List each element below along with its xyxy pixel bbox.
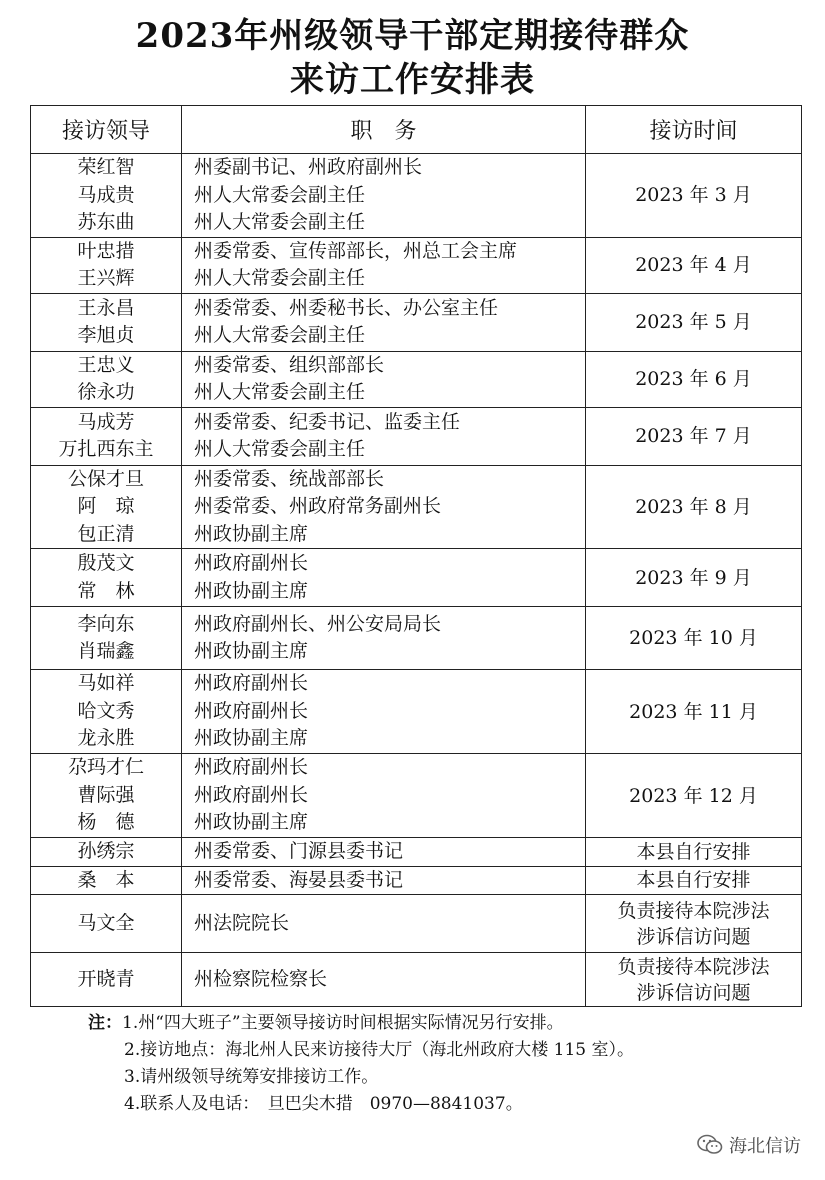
reception-time-cell-line: 2023 年 8 月 bbox=[635, 495, 752, 518]
leader-names-cell-line: 曹际强 bbox=[77, 783, 135, 806]
position-cell-line: 州人大常委会副主任 bbox=[194, 324, 366, 346]
header-leader: 接访领导 bbox=[31, 106, 182, 154]
position-cell bbox=[182, 895, 586, 953]
reception-time-cell-line: 2023 年 12 月 bbox=[629, 784, 758, 807]
note-item: 3.请州级领导统筹安排接访工作。 bbox=[124, 1067, 379, 1087]
leader-names-cell bbox=[31, 838, 182, 867]
reception-time-cell-line: 2023 年 4 月 bbox=[635, 254, 752, 276]
note-item: 1.州“四大班子”主要领导接访时间根据实际情况另行安排。 bbox=[122, 1013, 564, 1033]
leader-names-cell bbox=[31, 953, 182, 1007]
table-row bbox=[31, 351, 802, 407]
table-row bbox=[31, 607, 802, 670]
table-row bbox=[31, 154, 802, 238]
position-cell-line: 州检察院检察长 bbox=[194, 967, 328, 990]
reception-time-cell bbox=[586, 237, 802, 293]
leader-names-cell bbox=[31, 293, 182, 351]
position-cell bbox=[182, 670, 586, 754]
position-cell-line: 州法院院长 bbox=[194, 911, 290, 934]
reception-time-cell bbox=[586, 154, 802, 238]
table-row bbox=[31, 895, 802, 953]
document-title-line2: 来访工作安排表 bbox=[290, 60, 535, 100]
position-cell bbox=[182, 465, 586, 549]
wechat-icon bbox=[697, 1134, 723, 1156]
leader-names-cell-line: 马成芳 bbox=[77, 410, 135, 433]
leader-names-cell bbox=[31, 670, 182, 754]
leader-names-cell-line: 马如祥 bbox=[77, 672, 135, 695]
position-cell-line: 州委常委、州委秘书长、办公室主任 bbox=[194, 296, 499, 319]
leader-names-cell-line: 桑 本 bbox=[77, 868, 135, 891]
table-row bbox=[31, 866, 802, 895]
reception-time-cell bbox=[586, 895, 802, 953]
leader-names-cell bbox=[31, 237, 182, 293]
header-position: 职 务 bbox=[182, 106, 586, 154]
leader-names-cell-line: 荣红智 bbox=[77, 156, 135, 178]
position-cell-line: 州政协副主席 bbox=[194, 640, 309, 662]
position-cell bbox=[182, 866, 586, 895]
position-cell-line: 州人大常委会副主任 bbox=[194, 381, 366, 403]
leader-names-cell-line: 包正清 bbox=[77, 522, 135, 545]
position-cell-line: 州政协副主席 bbox=[194, 727, 309, 750]
table-row bbox=[31, 549, 802, 607]
reception-time-cell bbox=[586, 351, 802, 407]
position-cell-line: 州人大常委会副主任 bbox=[194, 438, 366, 460]
table-row bbox=[31, 293, 802, 351]
reception-time-cell-line: 本县自行安排 bbox=[636, 840, 751, 863]
position-cell-line: 州政府副州长 bbox=[194, 756, 309, 779]
position-cell-line: 州委常委、州政府常务副州长 bbox=[194, 495, 442, 517]
leader-names-cell-line: 杨 德 bbox=[77, 811, 135, 834]
position-cell bbox=[182, 607, 586, 670]
leader-names-cell-line: 李旭贞 bbox=[77, 324, 135, 346]
notes-section bbox=[88, 1010, 634, 1118]
reception-time-cell-line: 2023 年 7 月 bbox=[635, 425, 752, 447]
position-cell-line: 州政府副州长 bbox=[194, 552, 309, 574]
leader-names-cell-line: 马文全 bbox=[77, 911, 135, 934]
position-cell-line: 州委常委、统战部部长 bbox=[194, 467, 385, 490]
position-cell-line: 州委常委、组织部部长 bbox=[194, 353, 385, 376]
leader-names-cell-line: 公保才旦 bbox=[67, 467, 144, 490]
document-title-line1: 2023年州级领导干部定期接待群众 bbox=[135, 16, 690, 56]
position-cell bbox=[182, 838, 586, 867]
position-cell-line: 州政府副州长 bbox=[194, 783, 309, 806]
reception-time-cell bbox=[586, 465, 802, 549]
reception-time-cell-line: 2023 年 6 月 bbox=[635, 368, 752, 390]
reception-time-cell bbox=[586, 407, 802, 465]
leader-names-cell-line: 徐永功 bbox=[77, 381, 135, 403]
position-cell bbox=[182, 754, 586, 838]
leader-names-cell-line: 阿 琼 bbox=[77, 495, 135, 517]
position-cell bbox=[182, 154, 586, 238]
reception-time-cell bbox=[586, 293, 802, 351]
position-cell-line: 州政府副州长、州公安局局长 bbox=[194, 612, 442, 635]
leader-names-cell-line: 孙绣宗 bbox=[77, 840, 135, 862]
table-row bbox=[31, 407, 802, 465]
reception-time-cell-line: 涉诉信访问题 bbox=[636, 981, 751, 1004]
watermark bbox=[697, 1132, 801, 1158]
reception-time-cell-line: 涉诉信访问题 bbox=[636, 925, 751, 948]
position-cell-line: 州委副书记、州政府副州长 bbox=[194, 156, 423, 178]
reception-time-cell bbox=[586, 607, 802, 670]
leader-names-cell-line: 李向东 bbox=[77, 612, 135, 635]
leader-names-cell-line: 王兴辉 bbox=[77, 267, 135, 289]
position-cell-line: 州人大常委会副主任 bbox=[194, 267, 366, 289]
leader-names-cell-line: 万扎西东主 bbox=[58, 438, 154, 460]
leader-names-cell bbox=[31, 351, 182, 407]
reception-time-cell-line: 2023 年 3 月 bbox=[635, 184, 752, 207]
header-time: 接访时间 bbox=[586, 106, 802, 154]
reception-time-cell bbox=[586, 549, 802, 607]
reception-time-cell-line: 负责接待本院涉法 bbox=[617, 955, 770, 978]
reception-time-cell-line: 2023 年 9 月 bbox=[635, 566, 752, 589]
leader-names-cell bbox=[31, 607, 182, 670]
position-cell bbox=[182, 351, 586, 407]
note-item: 2.接访地点：海北州人民来访接待大厅（海北州政府大楼 115 室）。 bbox=[124, 1040, 634, 1060]
reception-time-cell-line: 负责接待本院涉法 bbox=[617, 899, 770, 922]
position-cell-line: 州人大常委会副主任 bbox=[194, 211, 366, 233]
reception-time-cell-line: 2023 年 11 月 bbox=[629, 700, 758, 723]
reception-time-cell bbox=[586, 866, 802, 895]
position-cell-line: 州政府副州长 bbox=[194, 672, 309, 695]
reception-time-cell bbox=[586, 670, 802, 754]
reception-time-cell bbox=[586, 838, 802, 867]
table-row bbox=[31, 838, 802, 867]
leader-names-cell bbox=[31, 154, 182, 238]
position-cell-line: 州政协副主席 bbox=[194, 579, 309, 602]
position-cell bbox=[182, 237, 586, 293]
position-cell bbox=[182, 549, 586, 607]
leader-names-cell-line: 叶忠措 bbox=[77, 239, 135, 262]
leader-names-cell-line: 马成贵 bbox=[77, 183, 135, 206]
position-cell bbox=[182, 293, 586, 351]
leader-names-cell-line: 常 林 bbox=[77, 579, 135, 602]
position-cell-line: 州政协副主席 bbox=[194, 522, 309, 545]
table-row bbox=[31, 953, 802, 1007]
leader-names-cell bbox=[31, 407, 182, 465]
table-row bbox=[31, 754, 802, 838]
notes-lead: 注： bbox=[88, 1013, 122, 1033]
leader-names-cell-line: 苏东曲 bbox=[77, 211, 135, 233]
reception-time-cell-line: 2023 年 10 月 bbox=[629, 627, 758, 649]
reception-time-cell bbox=[586, 754, 802, 838]
position-cell-line: 州委常委、宣传部部长，州总工会主席 bbox=[194, 239, 518, 262]
leader-names-cell bbox=[31, 465, 182, 549]
leader-names-cell-line: 肖瑞鑫 bbox=[77, 640, 135, 662]
leader-names-cell-line: 殷茂文 bbox=[77, 552, 135, 574]
position-cell bbox=[182, 407, 586, 465]
position-cell-line: 州委常委、门源县委书记 bbox=[194, 840, 404, 862]
leader-names-cell-line: 尕玛才仁 bbox=[67, 756, 144, 779]
leader-names-cell-line: 开晓青 bbox=[77, 967, 135, 990]
leader-names-cell bbox=[31, 549, 182, 607]
position-cell-line: 州人大常委会副主任 bbox=[194, 183, 366, 206]
schedule-table bbox=[30, 105, 802, 1007]
position-cell-line: 州政协副主席 bbox=[194, 811, 309, 834]
table-header-row bbox=[31, 106, 802, 154]
leader-names-cell-line: 哈文秀 bbox=[77, 699, 135, 722]
position-cell-line: 州委常委、海晏县委书记 bbox=[194, 868, 404, 891]
position-cell bbox=[182, 953, 586, 1007]
reception-time-cell-line: 2023 年 5 月 bbox=[635, 311, 752, 333]
leader-names-cell bbox=[31, 866, 182, 895]
leader-names-cell-line: 王忠义 bbox=[77, 353, 135, 376]
table-row bbox=[31, 237, 802, 293]
position-cell-line: 州政府副州长 bbox=[194, 699, 309, 722]
reception-time-cell-line: 本县自行安排 bbox=[636, 869, 751, 892]
note-item: 4.联系人及电话： 旦巴尖木措 0970—8841037。 bbox=[124, 1094, 523, 1114]
leader-names-cell-line: 王永昌 bbox=[77, 296, 135, 319]
reception-time-cell bbox=[586, 953, 802, 1007]
leader-names-cell-line: 龙永胜 bbox=[77, 727, 135, 750]
leader-names-cell bbox=[31, 895, 182, 953]
table-row bbox=[31, 670, 802, 754]
leader-names-cell bbox=[31, 754, 182, 838]
watermark-text: 海北信访 bbox=[729, 1136, 801, 1157]
position-cell-line: 州委常委、纪委书记、监委主任 bbox=[194, 410, 461, 433]
table-row bbox=[31, 465, 802, 549]
